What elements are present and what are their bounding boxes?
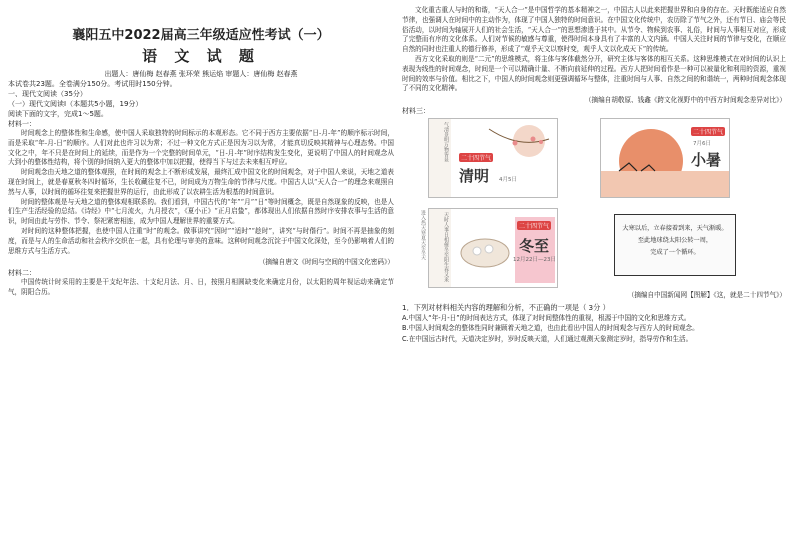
material3-label: 材料三： — [402, 107, 430, 116]
option-b: B.中国人时间观念的整体性同时兼顾着天地之道，也由此看出中国人的时间观念与西方人的时间观念。 — [402, 324, 699, 333]
option-c: C.在中国远古时代，天道决定岁时，岁时反映天道，人们通过观测天象测定岁时，指导劳作和生活。 — [402, 334, 693, 343]
material2-source: （摘编自胡敬原、钱鑫《跨文化视野中的中西方时间观念差异对比》） — [584, 96, 786, 105]
quote-line: 至此地球绕太阳公转一周， — [637, 237, 713, 245]
material2-continued: 文化重古重人与时的和谐，“天人合一”是中国哲学的基本精神之一，中国古人以此来把握世界和自身的存在。天时既能适应自然节律，也强调人在时间中的主动作为，体现了中国人独特的时间意识。在中国文化传统中，农历除了节气之外，还有节日、庙会等民俗活动，以时间为轴展开人们的社会生活，“天人合一”的思想渗透于其中。从节令、物候到农事、礼俗，时间与人事相互对应，形成了完整而有序的文化体系。人们对节候的敏感与尊重，使得时间本身具有了丰富的人文内涵。中国人关注时间的节律与变化，在顺应自然的同时也注重人的德行修养，形成了“观乎天文以察时变，观乎人文以化成天下”的传统。 — [402, 6, 786, 54]
material1-paragraph: 时间的整体观是与天地之道的整体观相联系的。我们看到，中国古代的“年”“月”“日”等时间概念，既是自然现象的反映，也是人们生产生活经验的总结。《诗经》中“七月流火，九月授衣”，《夏小正》“正月启蛰”，都体现出人们依据自然时序安排农事与生活的意识，时间由此与劳作、节令、祭祀紧密相连，成为中国人理解世界的重要方式。 — [8, 197, 394, 226]
solar-term-card — [428, 118, 558, 198]
card-side-text: 天时人事日相催冬至阳生春又来 — [443, 212, 449, 283]
solar-term-badge: 二十四节气 — [519, 223, 550, 231]
gallery-side-text: 进入热天寒夏天至冬天 — [420, 210, 426, 261]
card-side-text: 气清景明万物皆显 — [443, 122, 449, 163]
material2-continued: 西方文化采取的则是“二元”的思维模式，将主体与客体截然分开，研究主体与客体的相互关系。这种思维模式在对时间的认识上表现为线性的时间观念，时间是一个可以精确计量、不断向前延伸的过程。西方人把时间看作是一种可以被量化和利用的资源，重视时间的效率与价值。相比之下，中国人的时间观念则更强调循环与整体，注重时间与人事、自然之间的和谐统一，两种时间观念体现了不同的文化精神。 — [402, 54, 786, 93]
exam-title: 襄阳五中2022届高三年级适应性考试（一） — [72, 28, 330, 43]
exam-staff: 出题人：唐仙梅 赵春燕 张环荣 熊运焰 审题人：唐仙梅 赵春燕 — [104, 70, 298, 78]
solar-term-gallery — [402, 118, 786, 288]
material1-label: 材料一： — [8, 120, 36, 128]
solar-term-badge: 二十四节气 — [461, 155, 492, 163]
solar-term-date: 7月6日 — [693, 141, 711, 148]
quote-box — [614, 214, 736, 276]
instruction: 阅读下面的文字，完成1～5题。 — [8, 110, 108, 118]
material1-paragraph: 时间观念上的整体性和生命感，使中国人采取独特的时间标示的本观形态。它不同于西方主要依据“日-月-年”的顺序标示时间，而是采取“年-月-日”的顺序。人们对此也许习以为常；不过一种文化方式正是因为习以为常，才能真切反映其精神与心理态势。中国文化之中，年不只是在时间上的延续，而是作为一个完整的时间单元，“日-月-年”时序结构发生变化，更说明了中国人的时间观念从大到小的整体性结构，将个别的时间纳入更大的整体中加以把握，使得当下与过去未来相互呼应。 — [8, 129, 394, 167]
material1-source: （摘编自唐文《时间与空间的中国文化密码》） — [258, 258, 394, 267]
material1-paragraph: 对时间的这种整体把握，也使中国人注重“时”的观念。做事讲究“因时”“适时”“趁时”，讲究“与时偕行”。时间不再是抽象的刻度，而是与人的生命活动和社会秩序交织在一起，具有伦理与审美的意味。这种时间观念沉淀于中国文化深处，至今仍影响着人们的思维方式与生活方式。 — [8, 226, 394, 255]
exam-info: 本试卷共23题。全卷满分150分。考试用时150分钟。 — [8, 80, 177, 88]
solar-term-date: 4月5日 — [499, 177, 517, 184]
quote-line: 完成了一个循环。 — [650, 249, 700, 257]
option-a: A.中国人“年-月-日”的时间表达方式，体现了对时间整体性的重视，根源于中国的文化和思维方式。 — [402, 314, 691, 323]
material1-paragraph: 时间观念由天地之道的整体观照，在时间的观念上不断形成发展，最终汇成中国文化的时间观念，对于中国人来说，天地之道表现在时间上，就是春夏秋冬四时循环，生长收藏往复不已，时间成为万物生命的节律与尺度。中国古人以“天人合一”的理念来观照自然与人事，以时间的循环往复来把握世界的运行，由此形成了以农耕生活为根基的时间意识。 — [8, 168, 394, 196]
material2-paragraph: 中国传统计时采用的主要是干支纪年法、十支纪月法、月、日，按照月相圆缺变化来确定月份，以太阳的周年视运动来确定节气，阴阳合历。 — [8, 278, 394, 297]
solar-term-card — [428, 208, 558, 288]
right-column — [402, 6, 786, 344]
quote-line: 大寒以后，立春接着到来，天气渐暖。 — [622, 225, 728, 233]
section-heading: 一、现代文阅读（35分） — [8, 90, 87, 98]
solar-term-name: 小暑 — [691, 151, 722, 170]
subsection-heading: （一）现代文阅读Ⅰ（本题共5小题，19分） — [8, 100, 143, 108]
solar-term-name: 清明 — [459, 167, 490, 186]
solar-term-name: 冬至 — [519, 237, 550, 256]
material3-caption: （摘编自中国新闻网【图解】《这，就是二十四节气》） — [627, 291, 786, 300]
question-1: 1．下列对材料相关内容的理解和分析，不正确的一项是（ 3分 ） — [402, 303, 610, 313]
material2-label: 材料二： — [8, 269, 36, 278]
exam-subtitle: 语 文 试 题 — [142, 47, 260, 65]
left-column — [8, 6, 394, 298]
solar-term-date: 12月22日—23日 — [513, 257, 556, 264]
solar-term-card — [600, 118, 730, 198]
solar-term-badge: 二十四节气 — [693, 129, 724, 137]
